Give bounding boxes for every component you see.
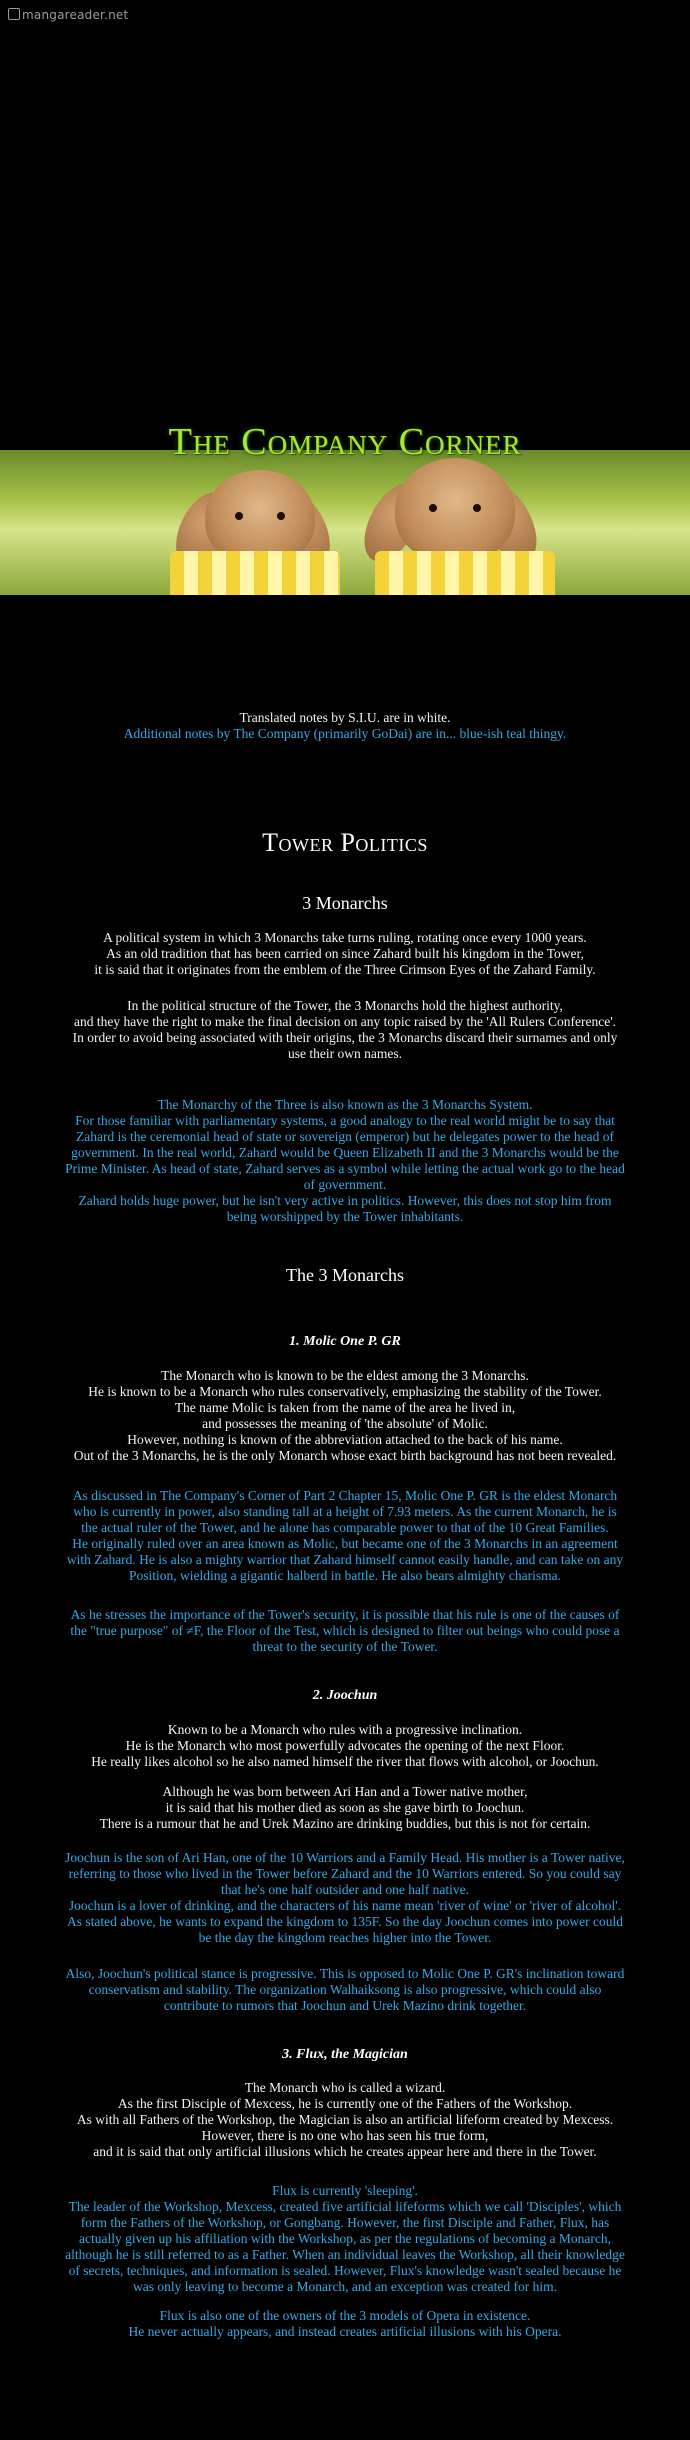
note-paragraph: Also, Joochun's political stance is progressive. This is opposed to Molic One P. GR's inclination toward conservatism and stability. The organization Walhaiksong is also progressive, which could also contribute to rumors that Joochun and Urek Mazino drink together. <box>65 1966 625 2013</box>
note-paragraph: Flux is currently 'sleeping'. The leader of the Workshop, Mexcess, created five artificial lifeforms which we call 'Disciples', which form the Fathers of the Workshop, or Gongbang. However, the first Disciple and Father, Flux, has actually given up his affiliation with the Workshop, as per the regulations of becoming a Monarch, although he is still referred to as a Father. When an individual leaves the Workshop, all their knowledge of secrets, techniques, and information is sealed. However, Flux's knowledge wasn't sealed because he was only leaving to become a Monarch, and an exception was created for him. <box>65 2183 625 2294</box>
note-paragraph: Flux is also one of the owners of the 3 models of Opera in existence. He never actually appears, and instead creates artificial illusions with his Opera. <box>128 2308 562 2339</box>
banner-title: The Company Corner <box>168 421 522 463</box>
note-paragraph: As he stresses the importance of the Tower's security, it is possible that his rule is one of the causes of the "true purpose" of ≠F, the Floor of the Test, which is designed to filter out beings who could pose a threat to the security of the Tower. <box>70 1607 620 1654</box>
monarch-heading: 2. Joochun <box>312 1688 378 1703</box>
bunny-icon <box>395 458 515 563</box>
intro-line-teal: Additional notes by The Company (primarily GoDai) are in... blue-ish teal thingy. <box>123 726 567 741</box>
watermark: mangareader.net <box>8 8 128 22</box>
subsection-title: The 3 Monarchs <box>286 1265 404 1285</box>
note-paragraph: Joochun is the son of Ari Han, one of the 10 Warriors and a Family Head. His mother is a Tower native, referring to those who lived in the Tower before Zahard and the 10 Warriors entered. So you could say that he's one half outsider and one half native. Joochun is a lover of drinking, and the characters of his name mean 'river of wine' or 'river of alcohol'. As stated above, he wants to expand the kingdom to 135F. So the day Joochun comes into power could be the day the kingdom reaches higher into the Tower. <box>65 1850 625 1945</box>
banner-image <box>0 450 690 595</box>
main-title: Tower Politics <box>262 828 428 857</box>
intro-notes <box>40 710 650 742</box>
paragraph: In the political structure of the Tower, the 3 Monarchs hold the highest authority, and they have the right to make the final decision on any topic raised by the 'All Rulers Conference'. In order to avoid being associated with their origins, the 3 Monarchs discard their surnames and only use their own names. <box>72 998 618 1061</box>
paragraph: Although he was born between Ari Han and a Tower native mother, it is said that his mother died as soon as she gave birth to Joochun. There is a rumour that he and Urek Mazino are drinking buddies, but this is not for certain. <box>99 1784 591 1831</box>
note-paragraph: As discussed in The Company's Corner of Part 2 Chapter 15, Molic One P. GR is the eldest Monarch who is currently in power, also standing tall at a height of 7.93 meters. As the current Monarch, he is the actual ruler of the Tower, and he alone has comparable power to that of the 10 Great Families. He originally ruled over an area known as Molic, but became one of the 3 Monarchs in an agreement with Zahard. He is also a mighty warrior that Zahard himself cannot easily handle, and can take on any Position, wielding a gigantic halberd in battle. He also bears almighty charisma. <box>66 1488 624 1583</box>
intro-line-white: Translated notes by S.I.U. are in white. <box>239 710 451 725</box>
section-title: 3 Monarchs <box>302 893 388 913</box>
paragraph: The Monarch who is called a wizard. As the first Disciple of Mexcess, he is currently one of the Fathers of the Workshop. As with all Fathers of the Workshop, the Magician is also an artificial lifeform created by Mexcess. However, there is no one who has seen his true form, and it is said that only artificial illusions which he creates appear here and there in the Tower. <box>76 2080 614 2159</box>
paragraph: A political system in which 3 Monarchs take turns ruling, rotating once every 1000 years. As an old tradition that has been carried on since Zahard built his kingdom in the Tower, it is said that it originates from the emblem of the Three Crimson Eyes of the Zahard Family. <box>94 930 596 977</box>
basket-icon <box>170 551 340 595</box>
note-paragraph: The Monarchy of the Three is also known as the 3 Monarchs System. For those familiar with parliamentary systems, a good analogy to the real world might be to say that Zahard is the ceremonial head of state or sovereign (emperor) but he delegates power to the head of government. In the real world, Zahard would be Queen Elizabeth II and the 3 Monarchs would be the Prime Minister. As head of state, Zahard serves as a symbol while letting the actual work go to the head of government. Zahard holds huge power, but he isn't very active in politics. However, this does not stop him from being worshipped by the Tower inhabitants. <box>65 1097 625 1224</box>
paragraph: The Monarch who is known to be the eldest among the 3 Monarchs. He is known to be a Monarch who rules conservatively, emphasizing the stability of the Tower. The name Molic is taken from the name of the area he lived in, and possesses the meaning of 'the absolute' of Molic. However, nothing is known of the abbreviation attached to the back of his name. Out of the 3 Monarchs, he is the only Monarch whose exact birth background has not been revealed. <box>73 1368 617 1463</box>
monarch-heading: 1. Molic One P. GR <box>289 1334 401 1349</box>
basket-icon <box>375 551 555 595</box>
monarch-heading: 3. Flux, the Magician <box>282 2047 408 2062</box>
site-logo-icon <box>8 8 20 20</box>
paragraph: Known to be a Monarch who rules with a progressive inclination. He is the Monarch who most powerfully advocates the opening of the next Floor. He really likes alcohol so he also named himself the river that flows with alcohol, or Joochun. <box>91 1722 599 1769</box>
